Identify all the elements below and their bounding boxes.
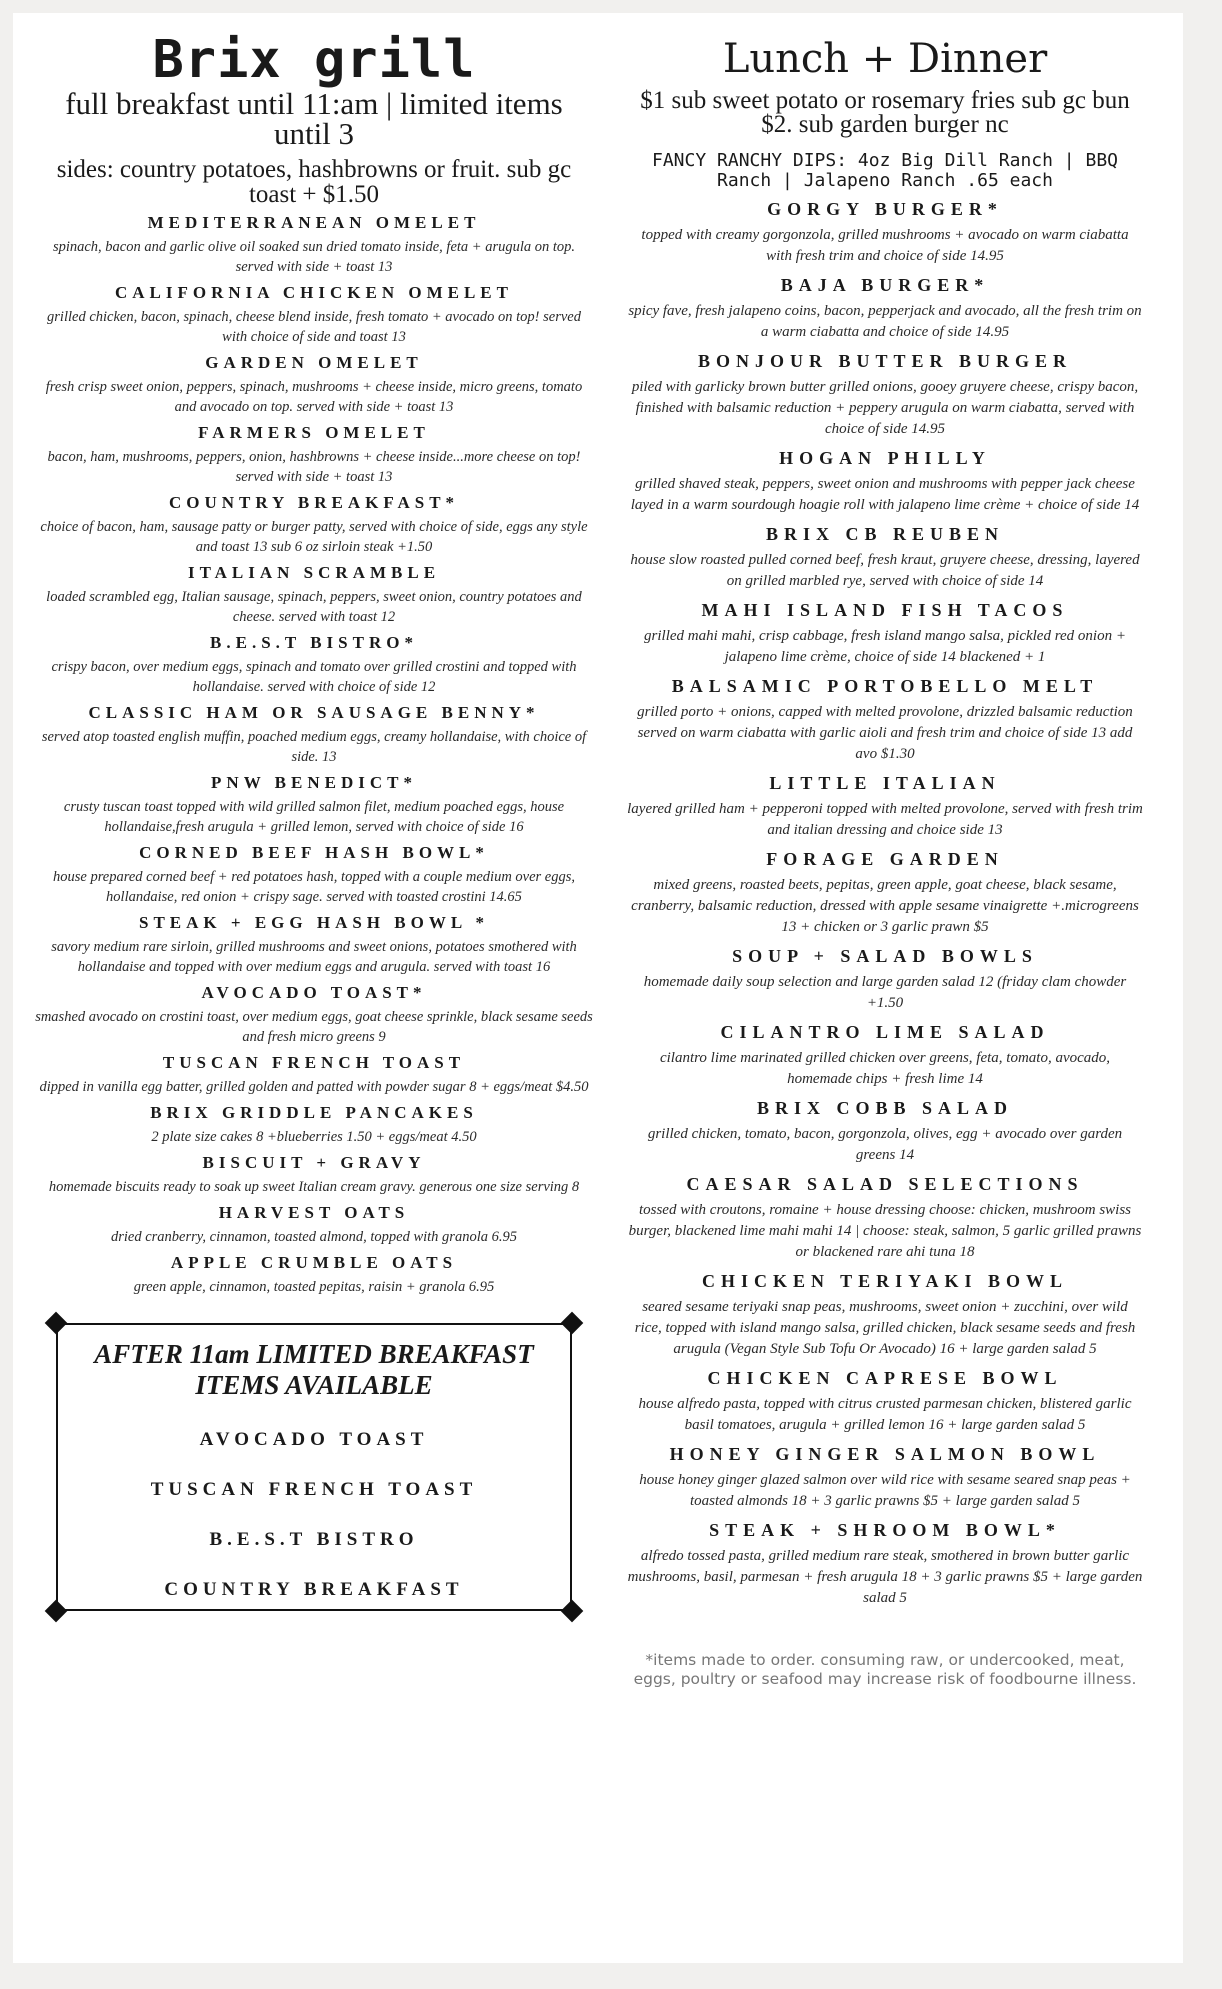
menu-item-name: AVOCADO TOAST* <box>201 983 427 1002</box>
menu-item-description: layered grilled ham + pepperoni topped with melted provolone, served with fresh trim and italian dressing and choice side 13 <box>627 801 1143 838</box>
food-safety-footnote: *items made to order. consuming raw, or undercooked, meat, eggs, poultry or seafood may increase risk of foodbourne illness. <box>633 1651 1137 1688</box>
menu-item-name: B.E.S.T BISTRO* <box>210 633 418 652</box>
limited-item: COUNTRY BREAKFAST <box>164 1579 464 1600</box>
menu-item-name: SOUP + SALAD BOWLS <box>732 946 1038 966</box>
menu-item-name: CLASSIC HAM OR SAUSAGE BENNY* <box>88 703 540 722</box>
menu-item-description: mixed greens, roasted beets, pepitas, green apple, goat cheese, black sesame, cranberry, balsamic reduction, dressed with apple sesame vinaigrette +.microgreens 13 + chicken or 3 garlic prawn $5 <box>631 877 1139 935</box>
menu-item-name: BALSAMIC PORTOBELLO MELT <box>671 676 1099 696</box>
menu-item-name: ITALIAN SCRAMBLE <box>187 563 441 582</box>
menu-item-name: BRIX CB REUBEN <box>765 524 1005 544</box>
menu-item-description: cilantro lime marinated grilled chicken over greens, feta, tomato, avocado, homemade chips + fresh lime 14 <box>659 1050 1111 1087</box>
menu-item-description: grilled chicken, bacon, spinach, cheese blend inside, fresh tomato + avocado on top! served with choice of side and toast 13 <box>47 309 581 345</box>
menu-item <box>33 703 595 767</box>
lunch-dinner-title: Lunch + Dinner <box>722 36 1048 82</box>
menu-item-name: FARMERS OMELET <box>198 423 430 442</box>
menu-item-name: PNW BENEDICT* <box>211 773 417 792</box>
menu-item <box>625 199 1145 267</box>
corner-diamond-icon <box>45 1312 68 1335</box>
menu-item-description: spinach, bacon and garlic olive oil soaked sun dried tomato inside, feta + arugula on top. served with side + toast 13 <box>52 239 576 275</box>
menu-item-name: CORNED BEEF HASH BOWL* <box>139 843 489 862</box>
menu-item-description: fresh crisp sweet onion, peppers, spinach, mushrooms + cheese inside, micro greens, tomato and avocado on top. served with side + toast 13 <box>45 379 583 415</box>
lunch-items-list <box>625 199 1145 1609</box>
menu-item-description: tossed with croutons, romaine + house dressing choose: chicken, mushroom swiss burger, blackened lime mahi mahi 14 | choose: steak, salmon, 5 garlic grilled prawns or blackened rare ahi tuna 18 <box>628 1202 1142 1260</box>
corner-diamond-icon <box>561 1600 584 1623</box>
menu-item <box>625 1368 1145 1436</box>
menu-item-description: homemade biscuits ready to soak up sweet Italian cream gravy. generous one size serving 8 <box>48 1179 580 1195</box>
menu-item-description: savory medium rare sirloin, grilled mushrooms and sweet onions, potatoes smothered with hollandaise and topped with over medium eggs and arugula. served with toast 16 <box>51 939 577 975</box>
menu-item-name: BRIX GRIDDLE PANCAKES <box>150 1103 478 1122</box>
menu-item-description: served atop toasted english muffin, poached medium eggs, creamy hollandaise, with choice of side. 13 <box>41 729 587 765</box>
menu-item <box>625 1520 1145 1609</box>
menu-item-name: GARDEN OMELET <box>205 353 423 372</box>
menu-item <box>33 1053 595 1097</box>
menu-item-description: topped with creamy gorgonzola, grilled mushrooms + avocado on warm ciabatta with fresh trim and choice of side 14.95 <box>641 227 1129 264</box>
menu-item <box>625 524 1145 592</box>
menu-item-description: house slow roasted pulled corned beef, fresh kraut, gruyere cheese, dressing, layered on grilled marbled rye, served with choice of side 14 <box>630 552 1140 589</box>
ranch-dips-note: FANCY RANCHY DIPS: 4oz Big Dill Ranch | BBQ Ranch | Jalapeno Ranch .65 each <box>652 150 1118 191</box>
menu-item-name: MEDITERRANEAN OMELET <box>147 213 481 232</box>
menu-item-name: CHICKEN TERIYAKI BOWL <box>701 1271 1069 1291</box>
menu-item-description: crispy bacon, over medium eggs, spinach and tomato over grilled crostini and topped with hollandaise. served with choice of side 12 <box>51 659 577 695</box>
limited-breakfast-box <box>56 1323 572 1611</box>
menu-item-description: dipped in vanilla egg batter, grilled golden and patted with powder sugar 8 + eggs/meat $4.50 <box>39 1079 589 1095</box>
corner-diamond-icon <box>45 1600 68 1623</box>
menu-item-name: HARVEST OATS <box>218 1203 410 1222</box>
menu-item-name: GORGY BURGER* <box>767 199 1003 219</box>
menu-item <box>33 1103 595 1147</box>
breakfast-sides-note: sides: country potatoes, hashbrowns or fruit. sub gc toast + $1.50 <box>56 156 572 208</box>
menu-item <box>33 493 595 557</box>
menu-item-description: house honey ginger glazed salmon over wild rice with sesame seared snap peas + toasted almonds 18 + 3 garlic prawns $5 + large garden salad 5 <box>639 1472 1131 1509</box>
menu-item-description: homemade daily soup selection and large garden salad 12 (friday clam chowder +1.50 <box>643 974 1127 1011</box>
menu-item <box>33 563 595 627</box>
breakfast-items-list <box>33 213 595 1297</box>
menu-item-description: house alfredo pasta, topped with citrus crusted parmesan chicken, blistered garlic basil tomatoes, arugula + grilled lemon 16 + large garden salad 5 <box>638 1396 1132 1433</box>
menu-item-name: STEAK + EGG HASH BOWL * <box>139 913 489 932</box>
menu-item-name: BISCUIT + GRAVY <box>202 1153 426 1172</box>
menu-item <box>625 448 1145 516</box>
menu-item <box>33 773 595 837</box>
menu-item <box>625 1444 1145 1512</box>
menu-item-name: HOGAN PHILLY <box>779 448 991 468</box>
menu-item <box>625 351 1145 440</box>
menu-item <box>33 423 595 487</box>
corner-diamond-icon <box>561 1312 584 1335</box>
menu-item-description: alfredo tossed pasta, grilled medium rare steak, smothered in brown butter garlic mushrooms, basil, parmesan + fresh arugula 18 + 3 garlic prawns $5 + large garden salad 5 <box>627 1548 1143 1606</box>
menu-item <box>625 676 1145 765</box>
menu-item-name: APPLE CRUMBLE OATS <box>170 1253 458 1272</box>
breakfast-column <box>33 13 595 1611</box>
menu-item-name: BONJOUR BUTTER BURGER <box>697 351 1073 371</box>
menu-item-description: grilled chicken, tomato, bacon, gorgonzola, olives, egg + avocado over garden greens 14 <box>647 1126 1123 1163</box>
limited-item: B.E.S.T BISTRO <box>209 1529 419 1550</box>
menu-item-name: CALIFORNIA CHICKEN OMELET <box>115 283 513 302</box>
menu-item <box>625 1174 1145 1263</box>
menu-item <box>33 213 595 277</box>
menu-item-description: smashed avocado on crostini toast, over medium eggs, goat cheese sprinkle, black sesame seeds and fresh micro greens 9 <box>35 1009 593 1045</box>
limited-item: TUSCAN FRENCH TOAST <box>150 1479 478 1500</box>
menu-item-name: MAHI ISLAND FISH TACOS <box>701 600 1069 620</box>
menu-item-description: crusty tuscan toast topped with wild grilled salmon filet, medium poached eggs, house hollandaise,fresh arugula + grilled lemon, served with choice of side 16 <box>63 799 565 835</box>
restaurant-title: Brix grill <box>152 30 476 90</box>
menu-item-name: STEAK + SHROOM BOWL* <box>709 1520 1061 1540</box>
menu-item <box>625 1271 1145 1360</box>
menu-item <box>33 1253 595 1297</box>
menu-item-description: loaded scrambled egg, Italian sausage, spinach, peppers, sweet onion, country potatoes and cheese. served with toast 12 <box>46 589 582 625</box>
menu-item-name: TUSCAN FRENCH TOAST <box>162 1053 466 1072</box>
menu-item <box>625 773 1145 841</box>
menu-item-description: piled with garlicky brown butter grilled onions, gooey gruyere cheese, crispy bacon, finished with balsamic reduction + peppery arugula on warm ciabatta, served with choice of side 14.95 <box>631 379 1139 437</box>
limited-breakfast-heading: AFTER 11am LIMITED BREAKFAST ITEMS AVAILABLE <box>94 1339 534 1400</box>
menu-page <box>13 13 1183 1963</box>
menu-item <box>33 913 595 977</box>
menu-item-description: house prepared corned beef + red potatoes hash, topped with a couple medium over eggs, hollandaise, red onion + crispy sage. served with toasted crostini 14.65 <box>52 869 576 905</box>
menu-item-name: FORAGE GARDEN <box>766 849 1004 869</box>
menu-item-description: 2 plate size cakes 8 +blueberries 1.50 + eggs/meat 4.50 <box>151 1129 477 1145</box>
menu-item <box>625 1022 1145 1090</box>
menu-item-description: grilled shaved steak, peppers, sweet onion and mushrooms with pepper jack cheese layed in a warm sourdough hoagie roll with jalapeno lime crème + choice of side 14 <box>630 476 1140 513</box>
menu-item <box>625 1098 1145 1166</box>
menu-item-name: HONEY GINGER SALMON BOWL <box>669 1444 1101 1464</box>
menu-item-description: grilled porto + onions, capped with melted provolone, drizzled balsamic reduction served on warm ciabatta with garlic aioli and fresh trim and choice of side 13 add avo $1.30 <box>637 704 1133 762</box>
menu-item <box>33 283 595 347</box>
menu-item-name: BAJA BURGER* <box>780 275 990 295</box>
menu-item <box>33 843 595 907</box>
lunch-substitutions-note: $1 sub sweet potato or rosemary fries sub gc bun $2. sub garden burger nc <box>640 87 1130 138</box>
menu-item-description: bacon, ham, mushrooms, peppers, onion, hashbrowns + cheese inside...more cheese on top! served with side + toast 13 <box>47 449 581 485</box>
menu-item-name: LITTLE ITALIAN <box>769 773 1001 793</box>
menu-item-name: CAESAR SALAD SELECTIONS <box>686 1174 1084 1194</box>
menu-item-description: seared sesame teriyaki snap peas, mushrooms, sweet onion + zucchini, over wild rice, topped with island mango salsa, grilled chicken, black sesame seeds and fresh arugula (Vegan Style Sub Tofu Or Avocado) 16 + large garden salad 5 <box>634 1299 1136 1357</box>
menu-item <box>33 1203 595 1247</box>
menu-item <box>33 983 595 1047</box>
menu-item-description: dried cranberry, cinnamon, toasted almond, topped with granola 6.95 <box>111 1229 517 1245</box>
menu-item <box>625 849 1145 938</box>
menu-item-name: BRIX COBB SALAD <box>756 1098 1014 1118</box>
menu-item <box>33 633 595 697</box>
menu-item-description: choice of bacon, ham, sausage patty or burger patty, served with choice of side, eggs any style and toast 13 sub 6 oz sirloin steak +1.50 <box>40 519 588 555</box>
limited-item: AVOCADO TOAST <box>199 1429 429 1450</box>
menu-item <box>625 600 1145 668</box>
menu-item <box>625 275 1145 343</box>
menu-item-description: grilled mahi mahi, crisp cabbage, fresh island mango salsa, pickled red onion + jalapeno lime crème, choice of side 14 blackened + 1 <box>644 628 1126 665</box>
menu-item <box>33 1153 595 1197</box>
menu-item-name: CILANTRO LIME SALAD <box>720 1022 1050 1042</box>
menu-item <box>33 353 595 417</box>
menu-item-name: COUNTRY BREAKFAST* <box>168 493 460 512</box>
menu-item-description: spicy fave, fresh jalapeno coins, bacon, pepperjack and avocado, all the fresh trim on a warm ciabatta and choice of side 14.95 <box>628 303 1142 340</box>
breakfast-hours-note: full breakfast until 11:am | limited items until 3 <box>65 86 563 151</box>
menu-item <box>625 946 1145 1014</box>
lunch-dinner-column <box>625 13 1145 1689</box>
menu-item-description: green apple, cinnamon, toasted pepitas, raisin + granola 6.95 <box>133 1279 495 1295</box>
menu-item-name: CHICKEN CAPRESE BOWL <box>707 1368 1063 1388</box>
